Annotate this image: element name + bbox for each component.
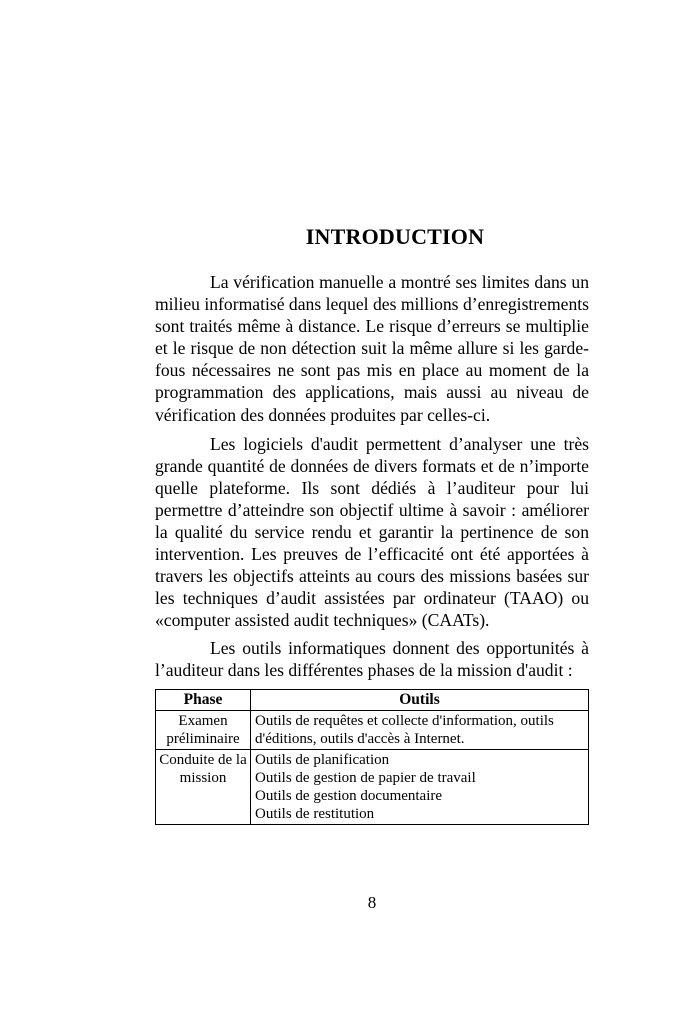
phase-cell: Conduite de la mission [156, 749, 251, 824]
table-row [156, 749, 589, 824]
column-header-tools: Outils [251, 689, 589, 710]
page-content [155, 224, 589, 825]
tool-item: Outils de gestion de papier de travail [255, 769, 476, 786]
tool-item: Outils de planification [255, 751, 390, 768]
tool-item: Outils de restitution [255, 805, 375, 822]
paragraph-it-tools: Les outils informatiques donnent des opportunités à l’auditeur dans les différentes phases de la mission d'audit : [155, 637, 589, 680]
table-header-row [156, 689, 589, 710]
paragraph-audit-software: Les logiciels d'audit permettent d’analyser une très grande quantité de données de divers formats et de n’importe quelle plateforme. Ils sont dédiés à l’auditeur pour lui permettre d’atteindre son objectif ultime à savoir : améliorer la qualité du service rendu et garantir la pertinence de son intervention. Les preuves de l’efficacité ont été apportées à travers les objectifs atteints au cours des missions basées sur les techniques d’audit assistées par ordinateur (TAAO) ou «computer assisted audit techniques» (CAATs). [155, 433, 589, 631]
tool-item: Outils de gestion documentaire [255, 787, 443, 804]
paragraph-intro: La vérification manuelle a montré ses limites dans un milieu informatisé dans lequel des millions d’enregistrements sont traités même à distance. Le risque d’erreurs se multiplie et le risque de non détection suit la même allure si les garde-fous nécessaires ne sont pas mis en place au moment de la programmation des applications, mais aussi au niveau de vérification des données produites par celles-ci. [155, 272, 589, 425]
phase-cell: Examen préliminaire [156, 710, 251, 749]
tool-item: Outils de requêtes et collecte d'information, outils d'éditions, outils d'accès à Internet. [255, 712, 554, 747]
page-title: INTRODUCTION [305, 224, 485, 249]
table-row [156, 710, 589, 749]
tools-cell [251, 749, 589, 824]
page-number: 8 [367, 893, 377, 912]
tools-cell [251, 710, 589, 749]
phases-tools-table [155, 689, 589, 825]
column-header-phase: Phase [156, 689, 251, 710]
